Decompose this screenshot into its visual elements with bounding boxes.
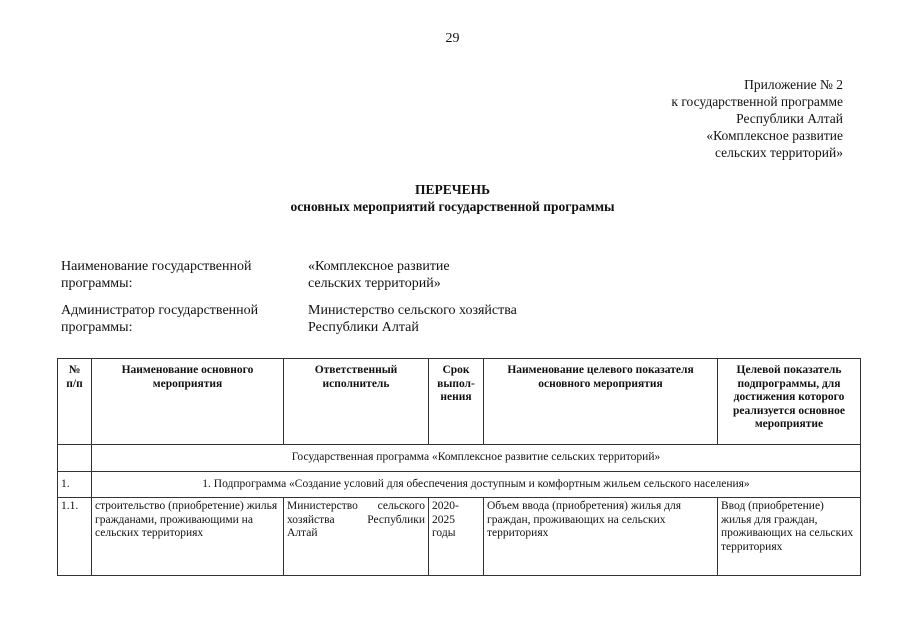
value-line: «Комплексное развитие xyxy=(308,259,450,274)
value-line: сельских территорий» xyxy=(308,276,441,291)
appendix-line: сельских территорий» xyxy=(715,145,843,160)
activities-table xyxy=(57,358,861,576)
program-admin-value xyxy=(308,302,568,336)
row-activity: строительство (приобретение) жилья гражданами, проживающими на сельских территориях xyxy=(92,498,284,576)
label-line: Наименование государственной xyxy=(61,259,252,274)
appendix-line: Республики Алтай xyxy=(736,111,843,126)
value-line: Республики Алтай xyxy=(308,320,419,335)
row-term: 2020-2025 годы xyxy=(429,498,484,576)
appendix-line: Приложение № 2 xyxy=(744,77,843,92)
header-activity: Наименование основного мероприятия xyxy=(92,359,284,445)
appendix-block xyxy=(671,76,843,161)
subprogram-row xyxy=(58,471,861,498)
program-admin-label xyxy=(61,302,291,336)
subprogram-text: 1. Подпрограмма «Создание условий для обеспечения доступным и комфортным жильем сельского населения» xyxy=(92,471,861,498)
row-num: 1.1. xyxy=(58,498,92,576)
subprogram-num: 1. xyxy=(58,471,92,498)
title-subheading: основных мероприятий государственной программы xyxy=(290,199,615,214)
appendix-line: «Комплексное развитие xyxy=(706,128,843,143)
header-text: № xyxy=(68,364,81,376)
table-header-row xyxy=(58,359,861,445)
header-text: п/п xyxy=(66,377,83,390)
executor-line: Алтай xyxy=(287,527,318,539)
label-line: программы: xyxy=(61,276,133,291)
empty-cell xyxy=(58,445,92,472)
program-row-text: Государственная программа «Комплексное развитие сельских территорий» xyxy=(92,445,861,472)
label-line: Администратор государственной xyxy=(61,303,259,318)
program-row xyxy=(58,445,861,472)
program-name-label xyxy=(61,258,291,292)
table-row xyxy=(58,498,861,576)
header-num xyxy=(58,359,92,445)
program-name-value xyxy=(308,258,568,292)
header-indicator: Наименование целевого показателя основного мероприятия xyxy=(484,359,718,445)
document-title xyxy=(0,181,905,215)
row-executor xyxy=(284,498,429,576)
value-line: Министерство сельского хозяйства xyxy=(308,303,517,318)
row-indicator: Объем ввода (приобретения) жилья для граждан, проживающих на сельских территориях xyxy=(484,498,718,576)
title-heading: ПЕРЕЧЕНЬ xyxy=(414,182,491,197)
row-target: Ввод (приобретение) жилья для граждан, проживающих на сельских территориях xyxy=(718,498,861,576)
header-executor: Ответственный исполнитель xyxy=(284,359,429,445)
appendix-line: к государственной программе xyxy=(671,94,843,109)
label-line: программы: xyxy=(61,320,133,335)
page-number: 29 xyxy=(445,31,460,46)
executor-line: хозяйства Республики xyxy=(287,513,425,526)
header-term: Срок выпол-нения xyxy=(429,359,484,445)
executor-line: Министерство сельского xyxy=(287,500,425,512)
header-target: Целевой показатель подпрограммы, для достижения которого реализуется основное мероприятие xyxy=(718,359,861,445)
